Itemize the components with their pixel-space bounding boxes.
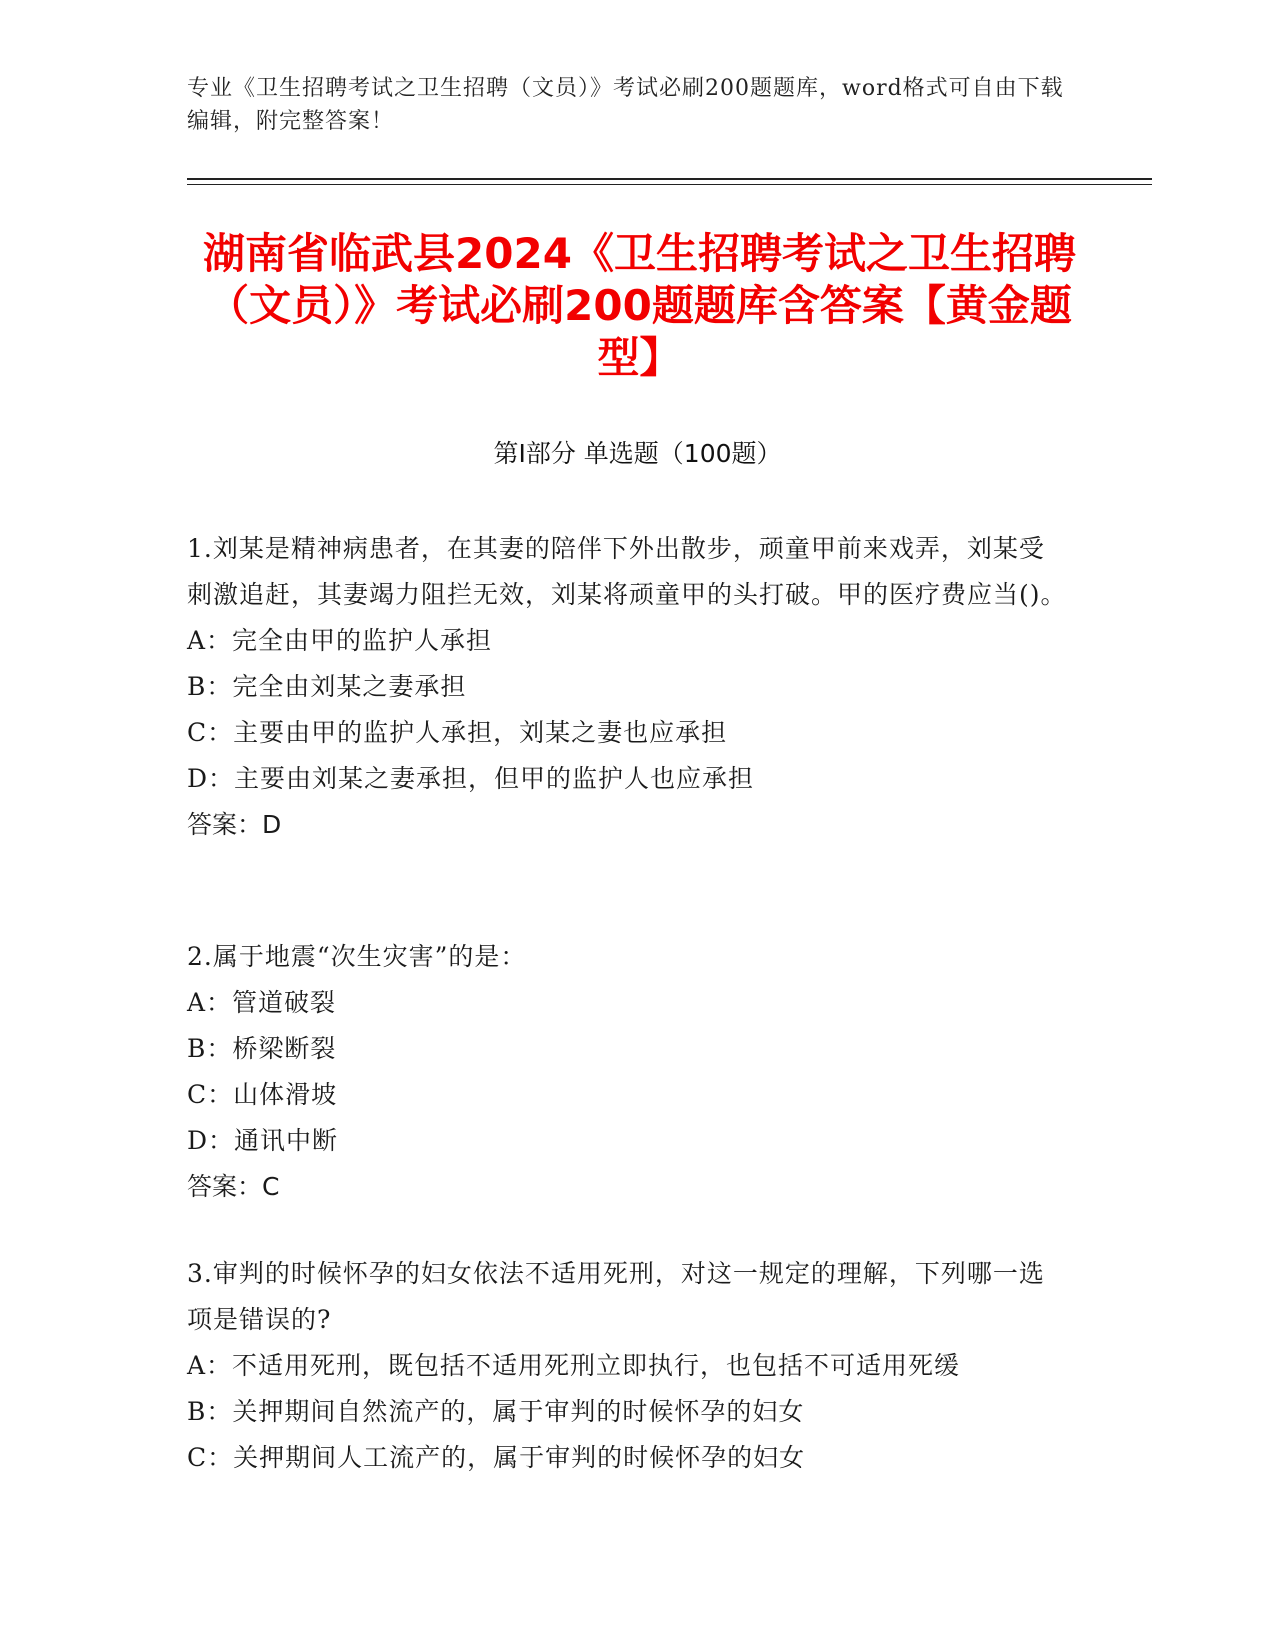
option-c: C：主要由甲的监护人承担，刘某之妻也应承担 — [187, 718, 728, 747]
answer: 答案：D — [187, 810, 282, 839]
section-title: 第Ⅰ部分 单选题（100题） — [493, 439, 782, 468]
option-d: D：通讯中断 — [187, 1126, 339, 1155]
question-3 — [187, 1251, 1067, 1481]
header-note: 专业《卫生招聘考试之卫生招聘（文员）》考试必刷200题题库，word格式可自由下载编辑，附完整答案！ — [187, 76, 1064, 134]
answer: 答案：C — [187, 1172, 280, 1201]
option-a: A：完全由甲的监护人承担 — [187, 626, 493, 655]
question-stem: 2.属于地震“次生灾害”的是： — [187, 942, 527, 971]
document-title: 湖南省临武县2024《卫生招聘考试之卫生招聘（文员）》考试必刷200题题库含答案【黄金题型】 — [203, 229, 1076, 382]
option-a: A：不适用死刑，既包括不适用死刑立即执行，也包括不可适用死缓 — [187, 1351, 961, 1380]
header-rule-thin — [187, 184, 1152, 185]
option-d: D：主要由刘某之妻承担，但甲的监护人也应承担 — [187, 764, 755, 793]
question-stem: 3.审判的时候怀孕的妇女依法不适用死刑，对这一规定的理解，下列哪一选项是错误的? — [187, 1259, 1045, 1334]
question-stem: 1.刘某是精神病患者，在其妻的陪伴下外出散步，顽童甲前来戏弄，刘某受刺激追赶，其妻竭力阻拦无效，刘某将顽童甲的头打破。甲的医疗费应当()。 — [187, 534, 1067, 609]
option-b: B：桥梁断裂 — [187, 1034, 337, 1063]
option-a: A：管道破裂 — [187, 988, 337, 1017]
option-c: C：关押期间人工流产的，属于审判的时候怀孕的妇女 — [187, 1443, 806, 1472]
question-1 — [187, 526, 1067, 848]
question-2 — [187, 934, 1067, 1210]
option-b: B：完全由刘某之妻承担 — [187, 672, 467, 701]
option-c: C：山体滑坡 — [187, 1080, 338, 1109]
option-b: B：关押期间自然流产的，属于审判的时候怀孕的妇女 — [187, 1397, 805, 1426]
header-rule-thick — [187, 178, 1152, 180]
